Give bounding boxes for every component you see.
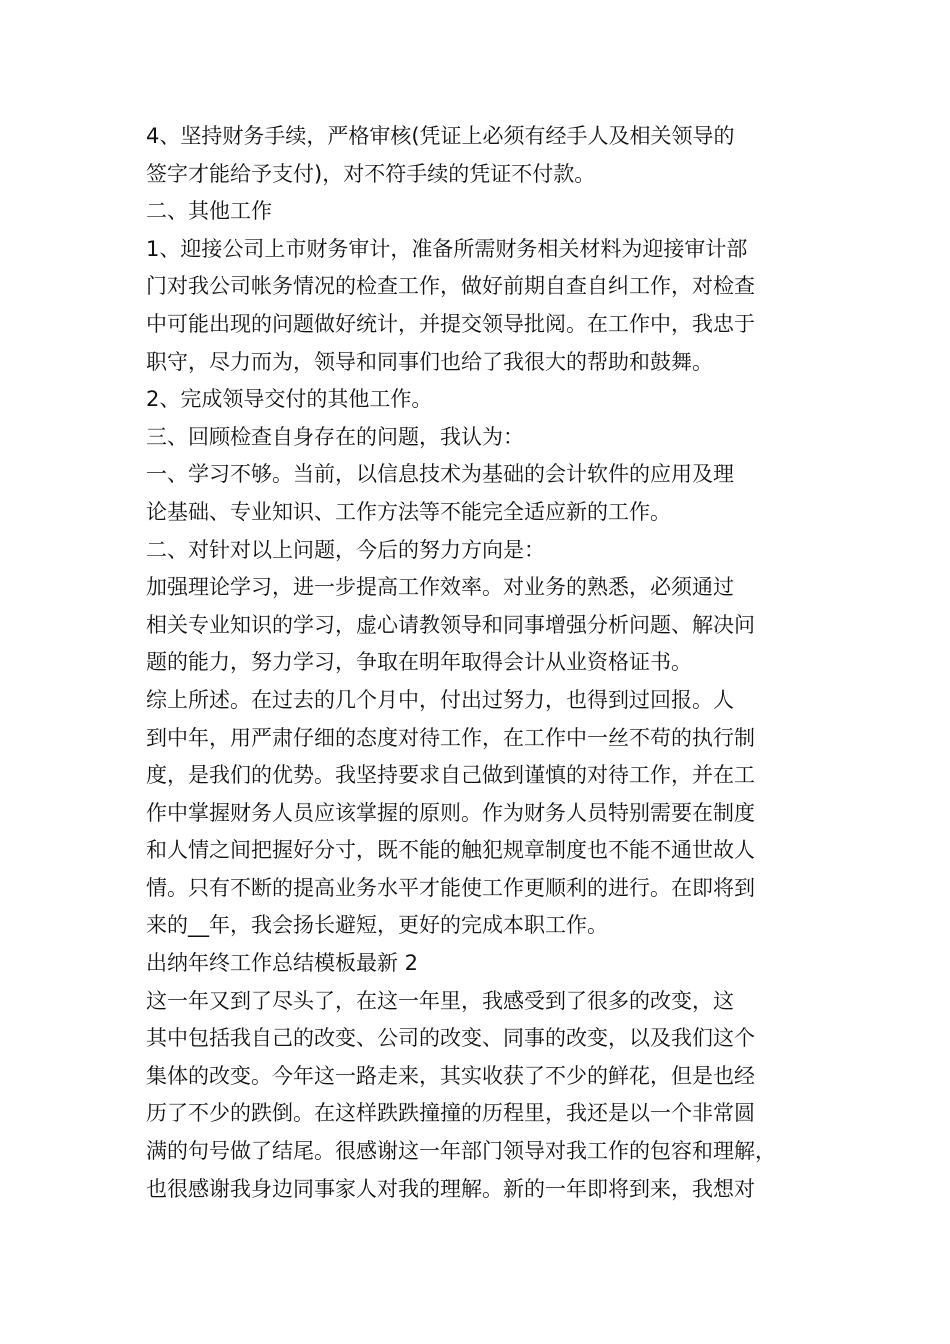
paragraph-line: 集体的改变。今年这一路走来，其实收获了不少的鲜花，但是也经 (146, 1063, 755, 1088)
section-heading: 二、其他工作 (146, 199, 272, 224)
section-heading: 二、对针对以上问题，今后的努力方向是： (146, 537, 545, 562)
paragraph-line: 题的能力，努力学习，争取在明年取得会计从业资格证书。 (146, 650, 692, 675)
paragraph-line: 4、坚持财务手续，严格审核(凭证上必须有经手人及相关领导的 (146, 124, 735, 148)
document-subtitle: 出纳年终工作总结模板最新 2 (146, 951, 419, 976)
paragraph-line: 来的__年，我会扬长避短，更好的完成本职工作。 (146, 913, 608, 938)
paragraph-line: 情。只有不断的提高业务水平才能使工作更顺利的进行。在即将到 (146, 875, 755, 900)
paragraph-line: 职守，尽力而为，领导和同事们也给了我很大的帮助和鼓舞。 (146, 349, 713, 374)
paragraph-line: 其中包括我自己的改变、公司的改变、同事的改变，以及我们这个 (146, 1026, 755, 1051)
paragraph-line: 这一年又到了尽头了，在这一年里，我感受到了很多的改变，这 (146, 988, 734, 1013)
paragraph-line: 加强理论学习，进一步提高工作效率。对业务的熟悉，必须通过 (146, 575, 734, 600)
paragraph-line: 度，是我们的优势。我坚持要求自己做到谨慎的对待工作，并在工 (146, 763, 755, 788)
paragraph-line: 中可能出现的问题做好统计，并提交领导批阅。在工作中，我忠于 (146, 311, 755, 336)
paragraph-line: 也很感谢我身边同事家人对我的理解。新的一年即将到来，我想对 (146, 1176, 755, 1201)
paragraph-line: 综上所述。在过去的几个月中，付出过努力，也得到过回报。人 (146, 687, 734, 712)
paragraph-line: 一、学习不够。当前，以信息技术为基础的会计软件的应用及理 (146, 462, 734, 487)
paragraph-line: 作中掌握财务人员应该掌握的原则。作为财务人员特别需要在制度 (146, 800, 755, 825)
section-heading: 三、回顾检查自身存在的问题，我认为： (146, 424, 524, 449)
paragraph-line: 和人情之间把握好分寸，既不能的触犯规章制度也不能不通世故人 (146, 838, 755, 863)
paragraph-line: 门对我公司帐务情况的检查工作，做好前期自查自纠工作，对检查 (146, 274, 755, 299)
paragraph-line: 1、迎接公司上市财务审计，准备所需财务相关材料为迎接审计部 (146, 236, 748, 261)
paragraph-line: 相关专业知识的学习，虚心请教领导和同事增强分析问题、解决问 (146, 612, 755, 637)
paragraph-line: 签字才能给予支付)，对不符手续的凭证不付款。 (146, 161, 596, 186)
paragraph-line: 论基础、专业知识、工作方法等不能完全适应新的工作。 (146, 499, 671, 524)
document-body (146, 118, 810, 1208)
paragraph-line: 2、完成领导交付的其他工作。 (146, 387, 433, 412)
paragraph-line: 历了不少的跌倒。在这样跌跌撞撞的历程里，我还是以一个非常圆 (146, 1101, 755, 1126)
paragraph-line: 到中年，用严肃仔细的态度对待工作，在工作中一丝不苟的执行制 (146, 725, 755, 750)
paragraph-line: 满的句号做了结尾。很感谢这一年部门领导对我工作的包容和理解， (146, 1139, 776, 1164)
